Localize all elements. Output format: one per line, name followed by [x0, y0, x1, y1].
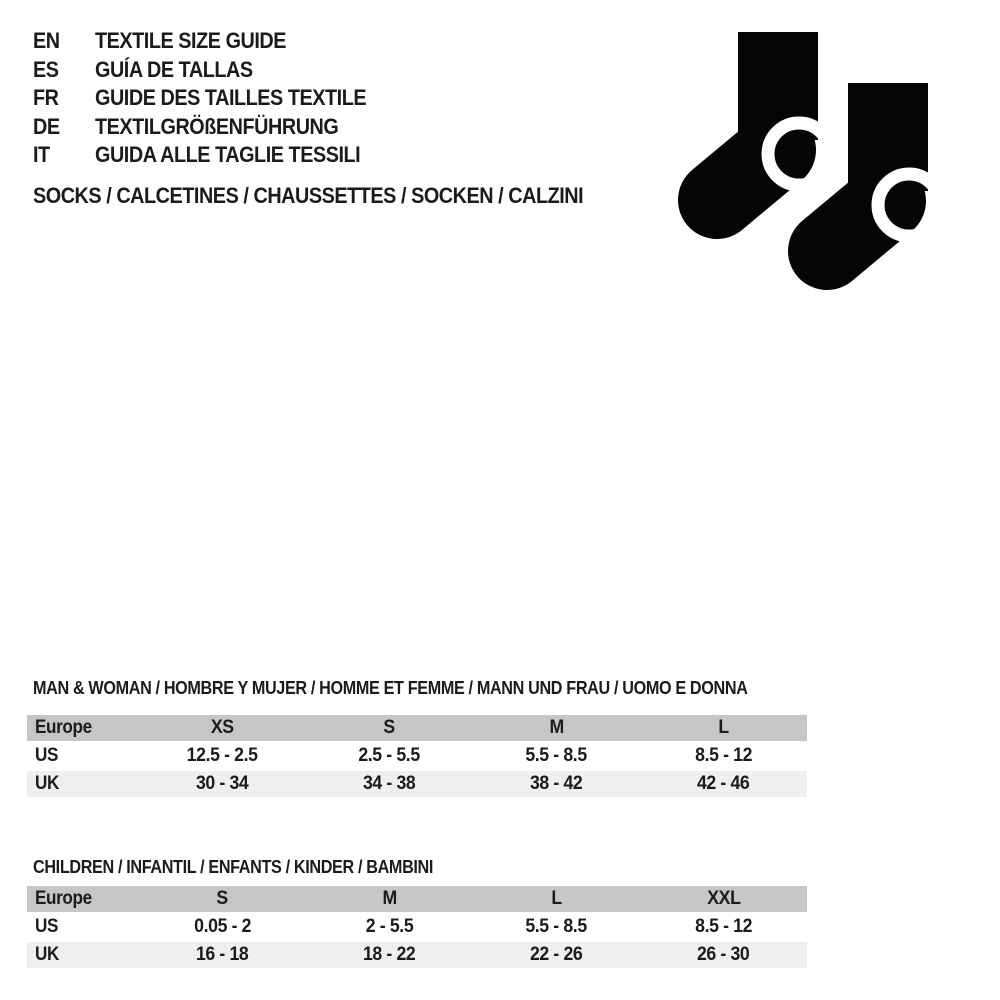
column-header: XS [211, 717, 234, 738]
language-title: GUIDE DES TAILLES TEXTILE [95, 85, 367, 111]
language-row [33, 113, 396, 142]
size-value: 2.5 - 5.5 [358, 745, 421, 766]
language-code: EN [33, 28, 60, 54]
size-value: 5.5 - 8.5 [525, 745, 588, 766]
column-header: L [718, 717, 729, 738]
language-title: GUIDA ALLE TAGLIE TESSILI [95, 142, 361, 168]
size-value: 42 - 46 [697, 773, 750, 794]
row-label: UK [35, 773, 59, 794]
language-title-list [33, 27, 396, 170]
size-value: 0.05 - 2 [194, 916, 251, 937]
table-row-uk [27, 771, 807, 797]
language-code: DE [33, 113, 60, 139]
language-code: ES [33, 56, 59, 82]
column-header: M [382, 888, 397, 909]
section-title-man-woman: MAN & WOMAN / HOMBRE Y MUJER / HOMME ET FEMME / MANN UND FRAU / UOMO E DONNA [33, 678, 748, 698]
column-header: S [383, 717, 396, 738]
column-header: Europe [35, 888, 92, 909]
product-category-line: SOCKS / CALCETINES / CHAUSSETTES / SOCKEN / CALZINI [33, 183, 584, 208]
row-label: UK [35, 944, 59, 965]
column-header: XXL [706, 888, 741, 909]
size-value: 5.5 - 8.5 [525, 916, 588, 937]
table-row-uk [27, 942, 807, 968]
size-table-children [27, 886, 807, 968]
section-title-children: CHILDREN / INFANTIL / ENFANTS / KINDER / BAMBINI [33, 857, 434, 877]
language-code: IT [33, 142, 50, 168]
size-value: 18 - 22 [363, 944, 416, 965]
column-header: L [551, 888, 562, 909]
language-row [33, 56, 396, 85]
size-value: 38 - 42 [530, 773, 583, 794]
size-table-man-woman [27, 715, 807, 797]
row-label: US [35, 745, 59, 766]
size-value: 12.5 - 2.5 [187, 745, 258, 766]
table-header-row [27, 715, 807, 741]
socks-icon [672, 32, 972, 312]
language-title: TEXTILE SIZE GUIDE [95, 28, 287, 54]
size-value: 22 - 26 [530, 944, 583, 965]
size-value: 8.5 - 12 [695, 745, 752, 766]
size-value: 2 - 5.5 [365, 916, 414, 937]
size-value: 30 - 34 [196, 773, 249, 794]
size-value: 16 - 18 [196, 944, 249, 965]
language-title: GUÍA DE TALLAS [95, 56, 253, 82]
table-row-us [27, 914, 807, 940]
table-header-row [27, 886, 807, 912]
size-value: 34 - 38 [363, 773, 416, 794]
table-row-us [27, 743, 807, 769]
size-value: 8.5 - 12 [695, 916, 752, 937]
language-title: TEXTILGRÖßENFÜHRUNG [95, 113, 339, 139]
row-label: US [35, 916, 59, 937]
language-code: FR [33, 85, 59, 111]
column-header: M [549, 717, 564, 738]
language-row [33, 141, 396, 170]
language-row [33, 27, 396, 56]
column-header: S [216, 888, 229, 909]
column-header: Europe [35, 717, 92, 738]
size-value: 26 - 30 [697, 944, 750, 965]
language-row [33, 84, 396, 113]
